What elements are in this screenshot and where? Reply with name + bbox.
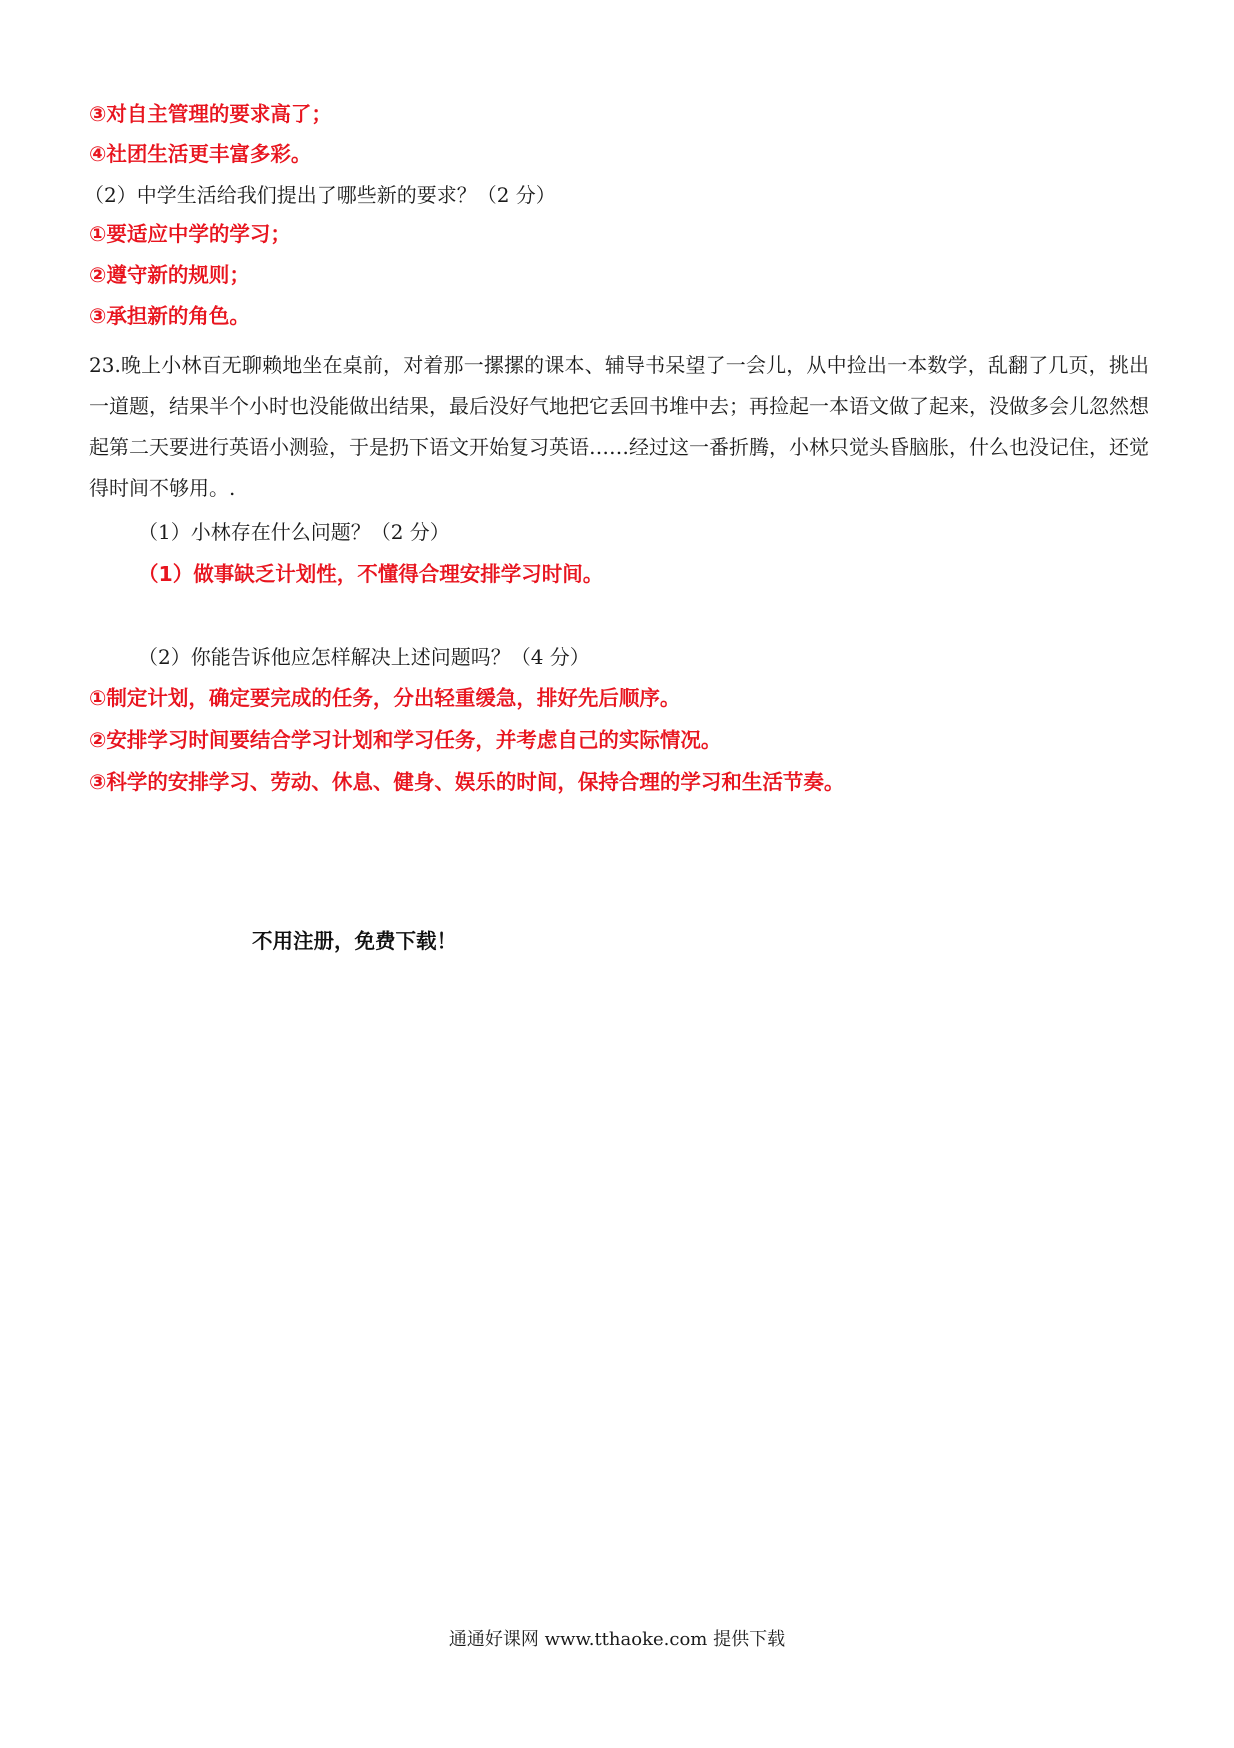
q23-part1-question: （1）小林存在什么问题？（2 分） [138,520,450,544]
q23-part2-answer-2: ②安排学习时间要结合学习计划和学习任务，并考虑自己的实际情况。 [89,728,722,752]
q22-part2-question: （2）中学生活给我们提出了哪些新的要求？（2 分） [84,183,556,207]
q22-part1-answer-4: ④社团生活更丰富多彩。 [89,142,312,166]
q22-part2-answer-1: ①要适应中学的学习； [89,222,291,246]
q23-stem: 23.晚上小林百无聊赖地坐在桌前，对着那一摞摞的课本、辅导书呆望了一会儿，从中捡出一本数学，乱翻了几页，挑出一道题，结果半个小时也没能做出结果，最后没好气地把它丢回书堆中去；再捡起一本语文做了起来，没做多会儿忽然想起第二天要进行英语小测验，于是扔下语文开始复习英语……经过这一番折腾，小林只觉头昏脑胀，什么也没记住，还觉得时间不够用。. [89,353,1149,500]
q23-part2-question: （2）你能告诉他应怎样解决上述问题吗？（4 分） [138,645,590,669]
q22-part1-answer-3: ③对自主管理的要求高了； [89,102,332,126]
q23-part2-answer-1: ①制定计划，确定要完成的任务，分出轻重缓急，排好先后顺序。 [89,686,681,710]
q22-part2-answer-3: ③承担新的角色。 [89,304,250,328]
q22-part2-answer-2: ②遵守新的规则； [89,263,250,287]
promo-note: 不用注册，免费下载！ [252,929,457,953]
page-footer: 通通好课网 www.tthaoke.com 提供下载 [448,1629,786,1650]
q23-part2-answer-3: ③科学的安排学习、劳动、休息、健身、娱乐的时间，保持合理的学习和生活节奏。 [89,770,845,794]
q23-part1-answer: （1）做事缺乏计划性，不懂得合理安排学习时间。 [138,562,604,586]
